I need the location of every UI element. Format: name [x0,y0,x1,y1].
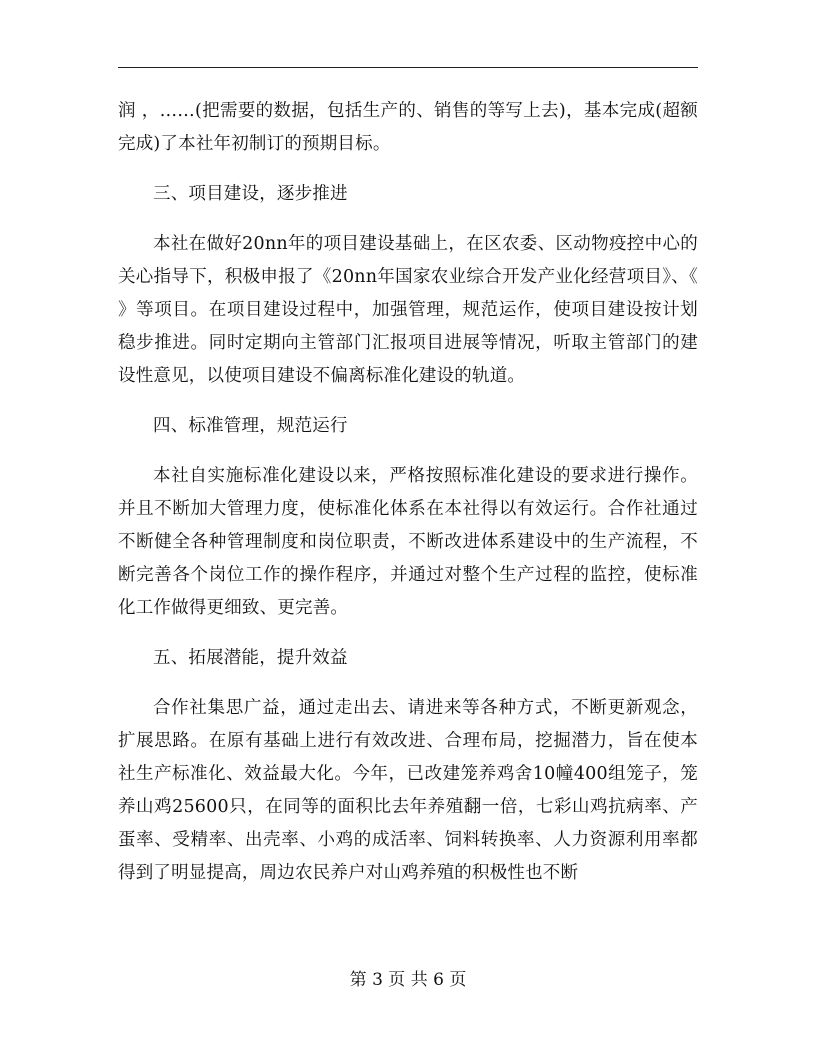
paragraph-project-construction: 本社在做好20nn年的项目建设基础上，在区农委、区动物疫控中心的关心指导下，积极申报了《20nn年国家农业综合开发产业化经营项目》、《 》等项目。在项目建设过程中，加强管理，规范运作，使项目建设按计划稳步推进。同时定期向主管部门汇报项目进展等情况，听取主管部门的建设性意见，以使项目建设不偏离标准化建设的轨道。 [118,234,698,386]
section-heading-5: 五、拓展潜能，提升效益 [153,648,348,668]
document-body [118,95,698,907]
header-rule [118,67,698,68]
paragraph-continuation: 润 ，……(把需要的数据，包括生产的、销售的等写上去)，基本完成(超额完成)了本社年初制订的预期目标。 [118,101,698,154]
section-heading-3: 三、项目建设，逐步推进 [153,184,348,204]
page-number-footer: 第 3 页 共 6 页 [349,970,467,990]
paragraph-standard-management: 本社自实施标准化建设以来，严格按照标准化建设的要求进行操作。并且不断加大管理力度，使标准化体系在本社得以有效运行。合作社通过不断健全各种管理制度和岗位职责，不断改进体系建设中的生产流程，不断完善各个岗位工作的操作程序，并通过对整个生产过程的监控，使标准化工作做得更细致、更完善。 [118,466,698,618]
section-heading-4: 四、标准管理，规范运行 [153,416,348,436]
paragraph-expand-potential: 合作社集思广益，通过走出去、请进来等各种方式，不断更新观念，扩展思路。在原有基础上进行有效改进、合理布局，挖掘潜力，旨在使本社生产标准化、效益最大化。今年，已改建笼养鸡舍10幢400组笼子，笼养山鸡25600只，在同等的面积比去年养殖翻一倍，七彩山鸡抗病率、产蛋率、受精率、出壳率、小鸡的成活率、饲料转换率、人力资源利用率都得到了明显提高，周边农民养户对山鸡养殖的积极性也不断 [118,698,698,883]
